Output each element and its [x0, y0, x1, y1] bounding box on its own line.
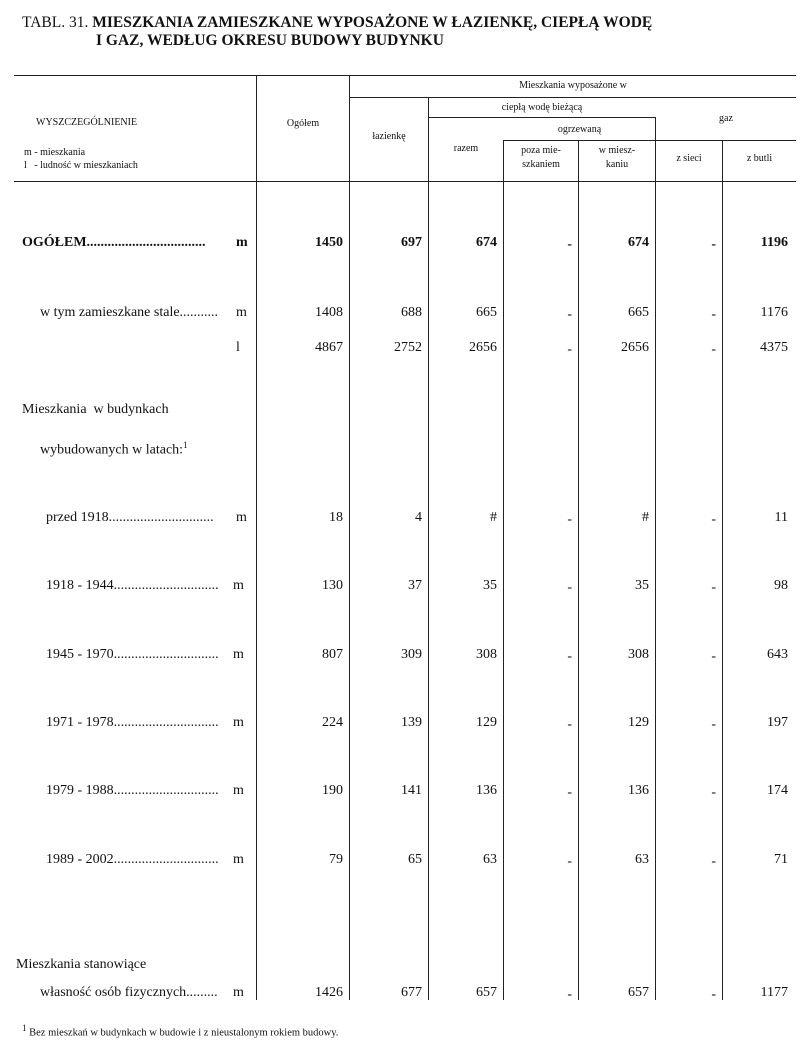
cell-value: 224: [322, 715, 343, 730]
cell-value: -: [567, 987, 572, 1002]
cell-value: 79: [329, 852, 343, 867]
cell-value: 35: [483, 578, 497, 593]
col-rule-4: [503, 140, 504, 1000]
col-razem: razem: [453, 143, 479, 154]
cell-value: 2656: [469, 340, 497, 355]
col-group: Mieszkania wyposażone w: [519, 80, 627, 91]
cell-value: 141: [401, 783, 422, 798]
cell-value: -: [567, 512, 572, 527]
cell-value: -: [711, 785, 716, 800]
cell-value: 677: [401, 985, 422, 1000]
row-label: OGÓŁEM..................................: [22, 235, 206, 250]
row-unit: m: [233, 985, 244, 1000]
row-unit: m: [233, 647, 244, 662]
cell-value: 308: [628, 647, 649, 662]
cell-value: 1426: [315, 985, 343, 1000]
col-lazienke: łazienkę: [372, 131, 406, 142]
cell-value: 139: [401, 715, 422, 730]
section-budynki-sup: 1: [183, 440, 188, 450]
cell-value: 657: [476, 985, 497, 1000]
gaz-rule: [655, 140, 796, 141]
cell-value: -: [711, 307, 716, 322]
row-label: 1979 - 1988..............................: [46, 783, 219, 798]
cell-value: 63: [483, 852, 497, 867]
cell-value: -: [711, 580, 716, 595]
row-unit: m: [233, 852, 244, 867]
cell-value: 665: [628, 305, 649, 320]
col-poza-2: szkaniem: [522, 159, 560, 170]
cell-value: -: [567, 785, 572, 800]
cell-value: 129: [628, 715, 649, 730]
cell-value: -: [567, 854, 572, 869]
cell-value: -: [711, 649, 716, 664]
row-unit: m: [236, 510, 247, 525]
cell-value: 674: [628, 235, 649, 250]
header-bottom-rule: [14, 181, 796, 182]
cell-value: 11: [774, 510, 788, 525]
row-label: przed 1918..............................: [46, 510, 214, 525]
cell-value: 1177: [760, 985, 788, 1000]
stub-note-1: m - mieszkania: [24, 147, 86, 158]
cell-value: 665: [476, 305, 497, 320]
section-budynki-line-1: Mieszkania w budynkach: [22, 402, 169, 417]
cell-value: 18: [329, 510, 343, 525]
row-label: 1918 - 1944..............................: [46, 578, 219, 593]
cell-value: -: [711, 237, 716, 252]
footnote-text: Bez mieszkań w budynkach w budowie i z nieustalonym rokiem budowy.: [26, 1027, 339, 1039]
cell-value: #: [490, 510, 497, 525]
cell-value: 130: [322, 578, 343, 593]
col-zsieci: z sieci: [676, 153, 702, 164]
cell-value: 65: [408, 852, 422, 867]
cell-value: 674: [476, 235, 497, 250]
cell-value: -: [567, 580, 572, 595]
cell-value: -: [711, 512, 716, 527]
col-ogolem: Ogółem: [286, 118, 320, 129]
cell-value: -: [567, 342, 572, 357]
cell-value: 98: [774, 578, 788, 593]
cell-value: 1196: [760, 235, 788, 250]
ogrzewana-rule: [503, 140, 655, 141]
col-rule-5: [578, 140, 579, 1000]
col-gaz: gaz: [719, 113, 733, 124]
row-unit: m: [233, 715, 244, 730]
cell-value: 688: [401, 305, 422, 320]
cell-value: -: [711, 717, 716, 732]
section-budynki-line-2: [40, 440, 188, 459]
cell-value: 35: [635, 578, 649, 593]
stub-title: WYSZCZEGÓLNIENIE: [36, 117, 138, 128]
cell-value: 643: [767, 647, 788, 662]
row-unit: m: [236, 235, 248, 250]
cell-value: -: [711, 854, 716, 869]
row-unit: l: [236, 340, 240, 355]
col-rule-1: [256, 75, 257, 1000]
cell-value: 136: [476, 783, 497, 798]
row-unit: m: [236, 305, 247, 320]
header-top-rule: [14, 75, 796, 76]
row-label: w tym zamieszkane stale...........: [40, 305, 219, 320]
row-label: własność osób fizycznych.........: [40, 985, 218, 1000]
cell-value: 697: [401, 235, 422, 250]
cell-value: 807: [322, 647, 343, 662]
cell-value: 2752: [394, 340, 422, 355]
cell-value: 174: [767, 783, 788, 798]
col-rule-7: [722, 140, 723, 1000]
row-label: 1971 - 1978..............................: [46, 715, 219, 730]
cell-value: 71: [774, 852, 788, 867]
section-budynki-text: wybudowanych w latach:: [40, 442, 184, 458]
cell-value: 63: [635, 852, 649, 867]
row-label: 1989 - 2002..............................: [46, 852, 219, 867]
cell-value: -: [711, 987, 716, 1002]
row-unit: m: [233, 578, 244, 593]
cell-value: 136: [628, 783, 649, 798]
table-number: TABL. 31.: [22, 14, 89, 31]
cell-value: 190: [322, 783, 343, 798]
title-line-1: MIESZKANIA ZAMIESZKANE WYPOSAŻONE W ŁAZIENKĘ, CIEPŁĄ WODĘ: [92, 14, 653, 31]
col-ciepla: ciepłą wodę bieżącą: [501, 102, 583, 113]
cell-value: 309: [401, 647, 422, 662]
stub-note-2: l - ludność w mieszkaniach: [24, 160, 138, 171]
col-ogrzewana: ogrzewaną: [557, 124, 602, 135]
cell-value: -: [567, 717, 572, 732]
group-rule: [349, 97, 796, 98]
title-line-2: I GAZ, WEDŁUG OKRESU BUDOWY BUDYNKU: [96, 32, 444, 49]
cell-value: #: [642, 510, 649, 525]
table-title: [22, 14, 782, 50]
row-unit: m: [233, 783, 244, 798]
section-wlasnosc-line-1: Mieszkania stanowiące: [16, 957, 147, 972]
cell-value: 1450: [315, 235, 343, 250]
cell-value: 657: [628, 985, 649, 1000]
col-poza-1: poza mie-: [521, 145, 561, 156]
cell-value: 197: [767, 715, 788, 730]
cell-value: 4: [415, 510, 422, 525]
row-label: 1945 - 1970..............................: [46, 647, 219, 662]
cell-value: 4375: [760, 340, 788, 355]
cell-value: 1408: [315, 305, 343, 320]
cell-value: -: [567, 237, 572, 252]
col-rule-2: [349, 75, 350, 1000]
col-wmiesz-1: w miesz-: [598, 145, 636, 156]
footnote-sup: 1: [22, 1023, 27, 1033]
col-zbutli: z butli: [746, 153, 773, 164]
cell-value: -: [567, 649, 572, 664]
col-rule-3: [428, 97, 429, 1000]
cell-value: 4867: [315, 340, 343, 355]
ciepla-rule: [428, 117, 655, 118]
cell-value: 129: [476, 715, 497, 730]
cell-value: 2656: [621, 340, 649, 355]
cell-value: 1176: [760, 305, 788, 320]
cell-value: 37: [408, 578, 422, 593]
cell-value: -: [567, 307, 572, 322]
col-wmiesz-2: kaniu: [605, 159, 629, 170]
cell-value: 308: [476, 647, 497, 662]
cell-value: -: [711, 342, 716, 357]
footnote: [22, 1023, 338, 1039]
